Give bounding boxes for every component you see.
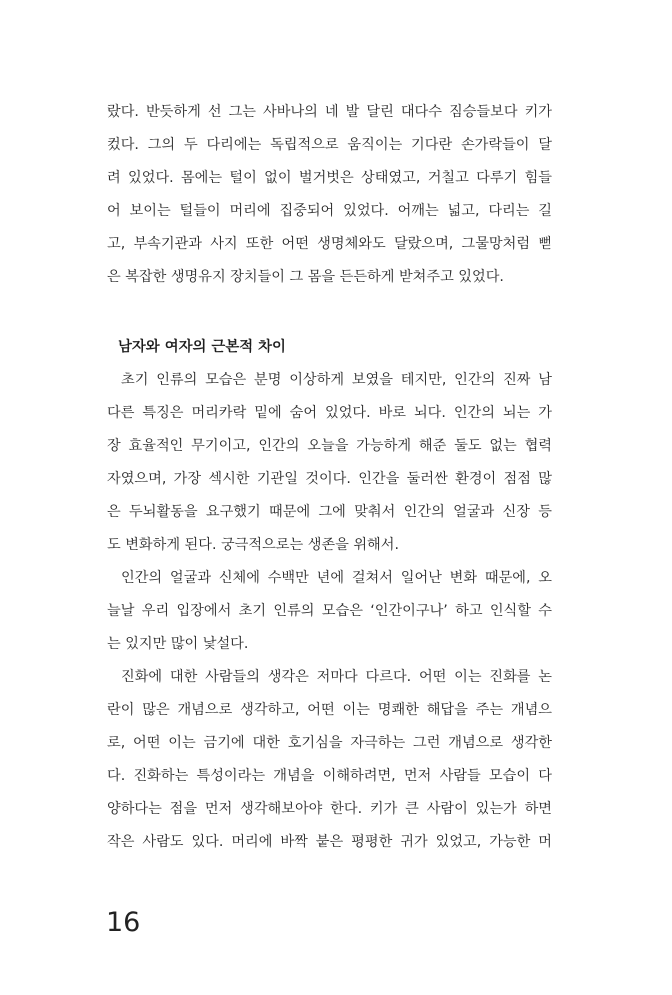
text-line: 려 있었다. 몸에는 털이 없이 벌거벗은 상태였고, 거칠고 다루기 힘들 (107, 170, 552, 186)
text-line: 작은 사람도 있다. 머리에 바짝 붙은 평평한 귀가 있었고, 가능한 머 (107, 834, 552, 850)
text-line: 란이 많은 개념으로 생각하고, 어떤 이는 명쾌한 해답을 주는 개념으 (107, 702, 552, 718)
text-line: 고, 부속기관과 사지 또한 어떤 생명체와도 달랐으며, 그물망처럼 뻗 (107, 236, 552, 252)
text-line: 컸다. 그의 두 다리에는 독립적으로 움직이는 기다란 손가락들이 달 (107, 137, 552, 153)
text-line: 다. 진화하는 특성이라는 개념을 이해하려면, 먼저 사람들 모습이 다 (107, 768, 552, 784)
text-line: 양하다는 점을 먼저 생각해보아야 한다. 키가 큰 사람이 있는가 하면 (107, 801, 552, 817)
body-text (107, 364, 552, 859)
text-line: 로, 어떤 이는 금기에 대한 호기심을 자극하는 그런 개념으로 생각한 (107, 735, 552, 751)
section-heading: 남자와 여자의 근본적 차이 (118, 339, 286, 355)
text-line: 자였으며, 가장 섹시한 기관일 것이다. 인간을 둘러싼 환경이 점점 많 (107, 471, 552, 487)
page-number: 16 (106, 907, 141, 938)
text-line: 늘날 우리 입장에서 초기 인류의 모습은 ‘인간이구나’ 하고 인식할 수 (107, 603, 552, 619)
text-line: 진화에 대한 사람들의 생각은 저마다 다르다. 어떤 이는 진화를 논 (121, 669, 552, 685)
text-line: 초기 인류의 모습은 분명 이상하게 보였을 테지만, 인간의 진짜 남 (121, 372, 552, 388)
text-line: 도 변화하게 된다. 궁극적으로는 생존을 위해서. (107, 537, 399, 553)
text-line: 랐다. 반듯하게 선 그는 사바나의 네 발 달린 대다수 짐승들보다 키가 (107, 104, 552, 120)
top-paragraph (107, 96, 552, 294)
text-line: 장 효율적인 무기이고, 인간의 오늘을 가능하게 해준 둘도 없는 협력 (107, 438, 552, 454)
text-line: 인간의 얼굴과 신체에 수백만 년에 걸쳐서 일어난 변화 때문에, 오 (121, 570, 552, 586)
text-line: 다른 특징은 머리카락 밑에 숨어 있었다. 바로 뇌다. 인간의 뇌는 가 (107, 405, 552, 421)
text-line: 은 복잡한 생명유지 장치들이 그 몸을 든든하게 받쳐주고 있었다. (107, 269, 504, 285)
text-line: 은 두뇌활동을 요구했기 때문에 그에 맞춰서 인간의 얼굴과 신장 등 (107, 504, 552, 520)
text-line: 어 보이는 털들이 머리에 집중되어 있었다. 어깨는 넓고, 다리는 길 (107, 203, 552, 219)
text-line: 는 있지만 많이 낯설다. (107, 636, 249, 652)
